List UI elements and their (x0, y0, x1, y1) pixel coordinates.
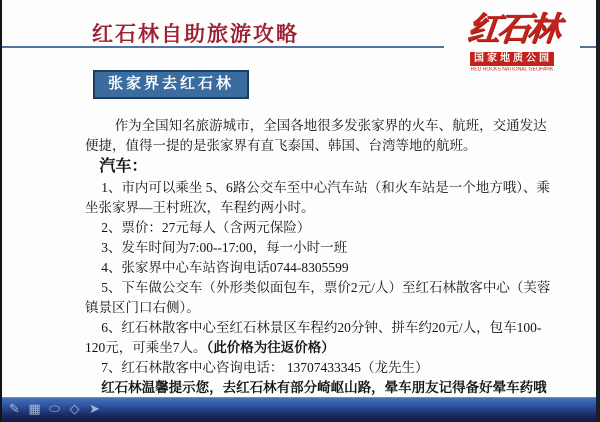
item-text: 6、红石林散客中心至红石林景区车程约20分钟、拼车约20元/人，包车100-120元，可乘坐7人。 (85, 320, 542, 355)
logo-calligraphy-text: 红石林 (465, 12, 559, 48)
window-border-right (596, 0, 600, 422)
item-text: 5、下车做公交车（外形类似面包车，票价2元/人）至红石林散客中心（芙蓉镇景区门口右侧）。 (85, 280, 551, 315)
warm-tip-line: 红石林温馨提示您，去红石林有部分崎岖山路，晕车朋友记得备好晕车药哦 (101, 380, 547, 395)
slide-title: 红石林自助旅游攻略 (92, 22, 299, 46)
logo-subtitle-cn: 国家地质公园 (470, 52, 554, 66)
item-text: 1、市内可以乘坐 5、6路公交车至中心汽车站（和火车站是一个地方哦）、乘坐张家界—王村班次，车程约两小时。 (85, 180, 551, 215)
list-item (85, 318, 559, 358)
red-stone-forest-logo (444, 10, 580, 76)
window-border-left (0, 0, 2, 422)
item-text: 4、张家界中心车站咨询电话0744-8305599 (101, 260, 349, 275)
list-item (85, 358, 559, 378)
logo-subtitle-en: RED ROCKS NATIONAL GEOPARK (470, 67, 554, 73)
list-item (85, 178, 559, 218)
section-header-box: 张家界去红石林 (93, 70, 249, 99)
board-icon[interactable]: ▦ (28, 402, 41, 417)
list-item (85, 218, 559, 238)
eraser-icon[interactable]: ⬭ (48, 402, 61, 417)
intro-paragraph: 作为全国知名旅游城市，全国各地很多发张家界的火车、航班，交通发达便捷，值得一提的是张家界有直飞泰国、韩国、台湾等地的航班。 (85, 118, 547, 153)
list-item (85, 278, 559, 318)
pointer-arrow-icon[interactable]: ➤ (89, 402, 100, 417)
list-item (85, 258, 559, 278)
shape-icon[interactable]: ◇ (69, 402, 80, 417)
vehicle-heading: 汽车： (99, 158, 148, 175)
annotation-toolbar-icons (8, 400, 101, 419)
annotation-toolbar (0, 397, 600, 422)
pen-icon[interactable]: ✎ (9, 402, 20, 417)
item-text: 3、发车时间为7:00--17:00，每一小时一班 (101, 240, 348, 255)
item-text: 7、红石林散客中心咨询电话： 13707433345（龙先生） (101, 360, 429, 375)
list-item (85, 238, 559, 258)
item-bold-text: （此价格为往返价格） (206, 340, 335, 355)
item-text: 2、票价：27元每人（含两元保险） (101, 220, 311, 235)
slide-body (85, 116, 559, 398)
